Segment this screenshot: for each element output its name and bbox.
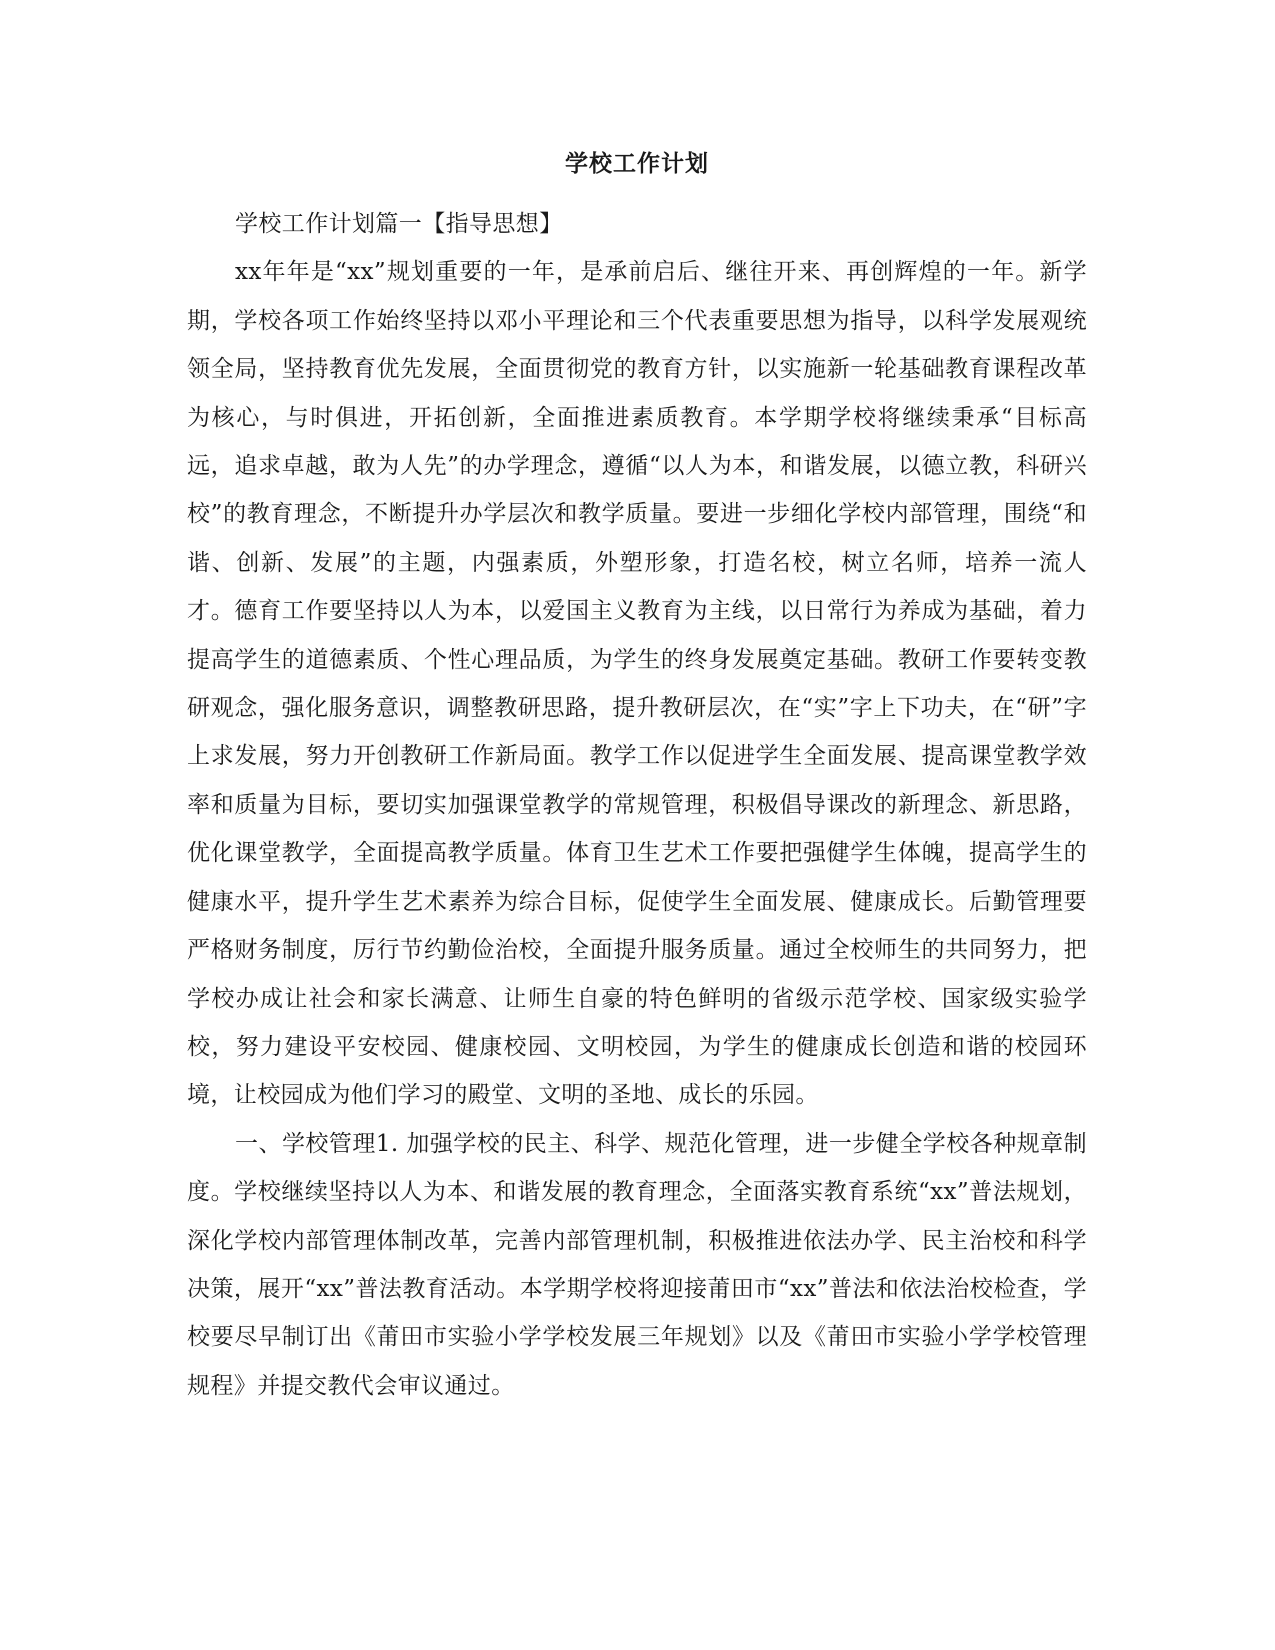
document-page [187,145,1087,1410]
paragraph-guiding-thought: xx年年是“xx”规划重要的一年，是承前启后、继往开来、再创辉煌的一年。新学期，学校各项工作始终坚持以邓小平理论和三个代表重要思想为指导，以科学发展观统领全局，坚持教育优先发展，全面贯彻党的教育方针，以实施新一轮基础教育课程改革为核心，与时俱进，开拓创新，全面推进素质教育。本学期学校将继续秉承“目标高远，追求卓越，敢为人先”的办学理念，遵循“以人为本，和谐发展，以德立教，科研兴校”的教育理念，不断提升办学层次和教学质量。要进一步细化学校内部管理，围绕“和谐、创新、发展”的主题，内强素质，外塑形象，打造名校，树立名师，培养一流人才。德育工作要坚持以人为本，以爱国主义教育为主线，以日常行为养成为基础，着力提高学生的道德素质、个性心理品质，为学生的终身发展奠定基础。教研工作要转变教研观念，强化服务意识，调整教研思路，提升教研层次，在“实”字上下功夫，在“研”字上求发展，努力开创教研工作新局面。教学工作以促进学生全面发展、提高课堂教学效率和质量为目标，要切实加强课堂教学的常规管理，积极倡导课改的新理念、新思路，优化课堂教学，全面提高教学质量。体育卫生艺术工作要把强健学生体魄，提高学生的健康水平，提升学生艺术素养为综合目标，促使学生全面发展、健康成长。后勤管理要严格财务制度，厉行节约勤俭治校，全面提升服务质量。通过全校师生的共同努力，把学校办成让社会和家长满意、让师生自豪的特色鲜明的省级示范学校、国家级实验学校，努力建设平安校园、健康校园、文明校园，为学生的健康成长创造和谐的校园环境，让校园成为他们学习的殿堂、文明的圣地、成长的乐园。 [187,259,1087,1109]
document-title: 学校工作计划 [565,150,709,177]
paragraph-school-management: 一、学校管理1. 加强学校的民主、科学、规范化管理，进一步健全学校各种规章制度。学校继续坚持以人为本、和谐发展的教育理念，全面落实教育系统“xx”普法规划，深化学校内部管理体制改革，完善内部管理机制，积极推进依法办学、民主治校和科学决策，展开“xx”普法教育活动。本学期学校将迎接莆田市“xx”普法和依法治校检查，学校要尽早制订出《莆田市实验小学学校发展三年规划》以及《莆田市实验小学学校管理规程》并提交教代会审议通过。 [187,1130,1087,1399]
section-heading: 学校工作计划篇一【指导思想】 [235,211,563,237]
